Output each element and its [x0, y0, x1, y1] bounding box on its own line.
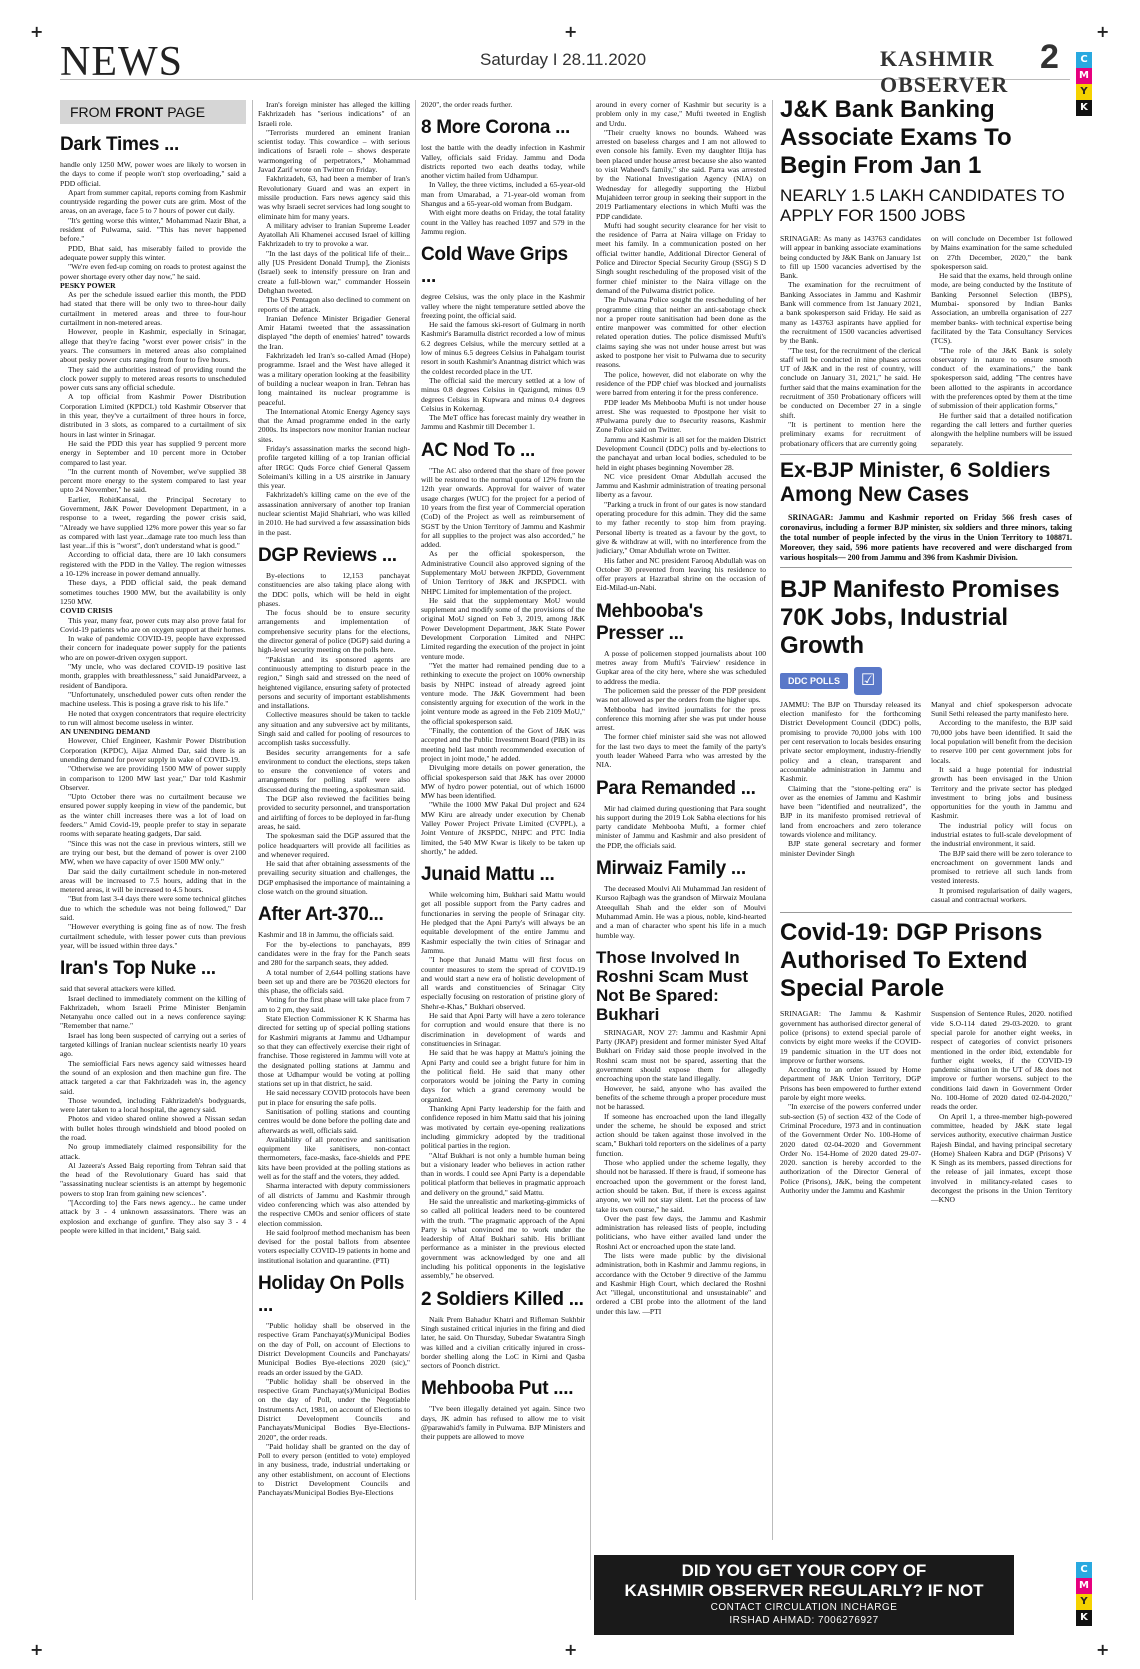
headline-jk-bank: J&K Bank Banking Associate Exams To Begin From Jan 1 — [780, 96, 1012, 179]
headline-2-soldiers-killed: 2 Soldiers Killed ... — [421, 1288, 584, 1310]
paragraph: His father and NC president Farooq Abdullah was on October 30 prevented from leaving his residence to offer prayers at Hazratbal shrine on the occasion of Eid-Milad-un-Nabi. — [596, 555, 766, 593]
paragraph: A military adviser to Iranian Supreme Leader Ayatollah Ali Khamenei accused Israel of killing Fakhrizadeh to try to provoke a war. — [258, 220, 410, 249]
paragraph: These days, a PDD official said, the peak demand sometimes touches 1900 MW, but the availability is only 1250 MW. — [60, 578, 246, 606]
paragraph: SRINAGAR, NOV 27: Jammu and Kashmir Apni Party (JKAP) president and former minister Syed Altaf Bukhari on Friday said those people involved in the Roshni scam must not be spared, asserting that the government should expose them for allegedly encroaching upon the state land illegally. — [596, 1027, 766, 1084]
paragraph: However, people in Kashmir, especially in Srinagar, allege that they're facing "worst ever power crisis" in the years. The consumers in metered areas also complained about pesky power cuts ranging from four to five hours. — [60, 327, 246, 365]
masthead-logo: KASHMIR OBSERVER — [880, 46, 1009, 97]
paragraph: He said necessary COVID protocols have been put in place for ensuring the safe polls. — [258, 1088, 410, 1107]
paragraph: Suspension of Sentence Rules, 2020. notified vide S.O-114 dated 29-03-2020. to grant special parole for another eight weeks, in respect of categories of convict prisoners mentioned in the order ibid, extendable for further eight weeks, if the COVID-19 pandemic situation in the UT of J& does not improve or further worsens. subject to the conditions laid dawn in Government Order No. 100-Home of 2020 dated 02-04-2020," reads the order. — [931, 1009, 1072, 1112]
paragraph: The former chief minister said she was not allowed for the last two days to meet the family of the party's youth leader Waheed Parra who was arrested by the NIA. — [596, 732, 766, 770]
paragraph: "It's getting worse this winter," Mohammad Nazir Bhat, a resident of Pulwama, said. "This has never happened before." — [60, 215, 246, 244]
paragraph: The deceased Moulvi Ali Muhammad Jan resident of Kursoo Rajbagh was the grandson of Mirwaiz Moulana Ateequllah Shah and the elder son of Moulvi Muhammad Amin. He was a pious, noble, kind-hearted and a man of character who spent his life in a much humble way. — [596, 884, 766, 940]
paragraph: "Parking a truck in front of our gates is now standard operating procedure for this admin. They did the same to my father recently to stop him from praying. Personal liberty is treated as a favour by the govt, to give & withdraw at will, with no interference from the judiciary," Omar Abdullah wrote on Twitter. — [596, 499, 766, 556]
headline-para-remanded: Para Remanded ... — [596, 777, 756, 799]
ad-contact-label: CONTACT CIRCULATION INCHARGE — [710, 1602, 898, 1613]
paragraph: "Paid holiday shall be granted on the day of Poll to every person (entitled to vote) employed in any business, trade, industrial undertaking or any other establishment, on account of Elections to District Development Councils and Panchayats/Municipal Bodies Bye-Elections — [258, 1441, 410, 1498]
headline-bjp-manifesto: BJP Manifesto Promises 70K Jobs, Industrial Growth — [780, 575, 1060, 659]
paragraph: "But from last 3-4 days there were some technical glitches due to which the schedule was not being followed," Dar said. — [60, 894, 246, 923]
subheading: PESKY POWER — [60, 280, 116, 290]
paragraph: In wake of pandemic COVID-19, people have expressed their concern for inadequate power supply for the patients who are on power-driven oxygen support. — [60, 634, 246, 662]
paragraph: NC vice president Omar Abdullah accused the Jammu and Kashmir administration of treating personal liberty as a favour. — [596, 471, 766, 500]
paragraph: SRINAGAR: As many as 143763 candidates will appear in banking associate examinations being conducted by J&K Bank on January 1st to fill up 1500 vacancies advertised by the Bank. — [780, 234, 921, 281]
paragraph: "In exercise of the powers conferred under sub-section (5) of section 432 of the Code of Criminal Procedure, 1973 and in continuation of the Government Order No. 100-Home of 2020 dated 02-04-2020 and Government Order No. 154-Home of 2020 dated 29-07-2020. sanction is hereby accorded to the authorization of the Director General of Police (Prisons), J&K, being the competent Authority under the Jammu and Kashmir — [780, 1102, 921, 1195]
paragraph: It promised regularisation of daily wagers, casual and contractual workers. — [931, 885, 1072, 905]
paragraph: "Public holiday shall be observed in the respective Gram Panchayat(s)/Municipal Bodies on the day of Poll, on account of Elections to District Development Councils and Panchayats/ Municipal Bodies Bye-elections 2020 (sic)," reads an order issued by the GAD. — [258, 1321, 410, 1377]
paragraph: "Finally, the contention of the Govt of J&K was accepted and the Public Investment Board (PIB) in its meeting held last month recommended execution of project in joint mode," he added. — [421, 726, 585, 763]
ad-line: KASHMIR OBSERVER REGULARLY? IF NOT — [624, 1581, 984, 1600]
paragraph: Voting for the first phase will take place from 7 am to 2 pm, they said. — [258, 995, 410, 1014]
paragraph: Photos and video shared online showed a Nissan sedan with bullet holes through windshield and blood pooled on the road. — [60, 1114, 246, 1142]
paragraph: "I've been illegally detained yet again. Since two days, JK admin has refused to allow me to visit @parawahid's family in Pulwama. BJP Ministers and their puppets are allowed to move — [421, 1404, 585, 1442]
paragraph: However, Chief Engineer, Kashmir Power Distribution Corporation (KPDC), Aijaz Ahmed Dar, said there is an unending demand for power supply in wake of COVID-19. — [60, 736, 246, 764]
ddc-polls-tag — [780, 666, 1072, 696]
paragraph: Over the past few days, the Jammu and Kashmir administration has released lists of people, including politicians, who have either availed land under the Roshni Act or encroached upon the state land. — [596, 1213, 766, 1251]
paragraph: Naik Prem Bahadur Khatri and Rifleman Sukhbir Singh sustained critical injuries in the firing and died later, he said. On Thursday, Subedar Swatantra Singh was killed and a civilian critically injured in cross-border shelling along the LoC in Kirni and Qasba sectors of Poonch district. — [421, 1314, 585, 1371]
paragraph: The policemen said the presser of the PDP president was not allowed as per the orders from the higher ups. — [596, 685, 766, 705]
paragraph: Iran's foreign minister has alleged the killing Fakhrizadeh has "serious indications" of an Israeli role. — [258, 100, 410, 128]
paragraph: He said that Apni Party will have a zero tolerance for corruption and would ensure that there is no discrimination in development of wards and constituencies in Srinagar. — [421, 1011, 585, 1048]
paragraph: "The AC also ordered that the share of free power will be restored to the normal quota of 12% from the 12th year onwards. Approval for waiver of water usage charges (WUC) for the project for a period of 10 years from the first year of Commercial operation (CoD) of the Project as well as reimbursement of SGST by the Union Territory of Jammu and Kashmir for all supplies to the project was also accorded," he added. — [421, 465, 585, 550]
paragraph: As per the schedule issued earlier this month, the PDD had stated that there will be only two to three-hour daily curtailment in metered areas and three to four-hour curtailment in non-metered areas. — [60, 290, 246, 328]
paragraph: Israel declined to immediately comment on the killing of Fakhrizadeh, whom Israeli Prime Minister Benjamin Netanyahu once called out in a news conference saying: "Remember that name." — [60, 993, 246, 1031]
column-4 — [596, 100, 766, 1540]
paragraph: It said a huge potential for industrial growth has been envisaged in the Union Territory and the private sector has pledged investment to bring jobs and business opportunities for the youth in Jammu and Kashmir. — [931, 764, 1072, 821]
paragraph: BJP state general secretary and former minister Devinder Singh — [780, 839, 921, 858]
page-header — [60, 36, 1070, 97]
paragraph: In Valley, the three victims, included a 65-year-old man from Umarabad, a 71-year-old woman from Shangus and a 65-year-old woman from Budgam. — [421, 180, 585, 209]
ddc-polls-label: DDC POLLS — [780, 673, 848, 689]
paragraph: "However everything is going fine as of now. The fresh curtailment schedule, with lesser power cuts than previous year, will be issued within three days." — [60, 922, 246, 950]
paragraph: The industrial policy will focus on industrial estates to full-scale development of the industrial environment, it said. — [931, 820, 1072, 849]
paragraph: Mufti had sought security clearance for her visit to the residence of Parra at Naira village on Friday to meet his family. In a communication posted on her official twitter handle, Additional Director General of Police and Director Special Security Group (SSG) S D Singh sought rescheduling of the proposed visit of the former chief minister to the Naira village on the demand of the Pulwama district police. — [596, 220, 766, 295]
paragraph: The spokesman said the DGP assured that the police headquarters will provide all facilities as and whenever required. — [258, 831, 410, 859]
paragraph: "Unfortunately, unscheduled power cuts often render the machine useless. This is posing a grave risk to his life." — [60, 689, 246, 709]
paragraph: "It is pertinent to mention here the preliminary exams for recruitment of probationary officers that are currently going — [780, 419, 921, 448]
cmyk-strip-bottom: C M Y K — [1076, 1562, 1092, 1626]
ad-contact-number: IRSHAD AHMAD: 7006276927 — [729, 1615, 879, 1626]
paragraph: Iranian Defence Minister Brigadier General Amir Hatami tweeted that the assassination displayed "the depth of enemies' hatred" towards the Iran. — [258, 313, 410, 351]
paragraph: According to an order issued by Home department of J&K Union Territory, DGP Prisons has been empowered to further extend parole by eight more weeks. — [780, 1065, 921, 1103]
paragraph: "Since this was not the case in previous winters, still we are trying our best, but the demand of power is over 2100 MW, when we have capacity of over 1500 MW only." — [60, 838, 246, 867]
paragraph: Earlier, RohitKansal, the Principal Secretary to Government, J&K Power Development Department, in a response to a tweet, regarding the power crisis said, "Already we have supplied 12% more power this year so far as compared with last year...damage rate too much less than last year...if this is "worst", don't understand what is good." — [60, 494, 246, 551]
paragraph: He said that after obtaining assessments of the prevailing security situation and challenges, the DGP emphasised the importance of maintaining a close watch on the ground situation. — [258, 859, 410, 897]
column-1 — [60, 100, 246, 1600]
paragraph: "In the last days of the political life of their... ally [US President Donald Trump], the Zionists (Israel) seek to intensify pressure on Iran and create a full-blown war," commander Hossein Dehghan tweeted. — [258, 248, 410, 295]
paragraph: The police, however, did not elaborate on why the residence of the PDP chief was blocked and journalists were barred from entering it for the press conference. — [596, 369, 766, 398]
paragraph: The Pulwama Police sought the rescheduling of her programme citing that neither an anti-sabotage check nor a proper route sanitisation had been done as the entire manpower was committed for other election related operation duties. The police dismissed Mufti's claims saying she was not under house arrest but was asked to postpone her visit to Pulwama due to security reasons. — [596, 295, 766, 370]
paragraph: "While the 1000 MW Pakal Dul project and 624 MW Kiru are already under execution by Chenab Valley Power Project Private Limited (CVPPL), a Joint Venture of JKSPDC, NHPC and PTC India limited, the 540 MW Kwar is likely to be taken up shortly," he added. — [421, 800, 585, 856]
paragraph: lost the battle with the deadly infection in Kashmir Valley, officials said Friday. Jammu and Doda districts reported two each deaths today, while another victim hailed from Udhampur. — [421, 143, 585, 181]
column-2 — [258, 100, 410, 1600]
paragraph: Dar said the daily curtailment schedule in non-metered areas will be increased to 7.5 hours, adding that in the metered areas, it will be increased to 4.5 hours. — [60, 866, 246, 895]
paragraph: Those who applied under the scheme legally, they should not be harassed. If there is fraud, if someone has encroached upon the government or the forest land, action should be taken. But, if there is excess against anyone, we will not stay silent. Let the process of law take its own course," he said. — [596, 1158, 766, 1214]
paragraph: He further said that a detailed notification regarding the call letters and further queries alongwith the helpline numbers will be issued separately. — [931, 410, 1072, 448]
paragraph: Fakhrizadeh led Iran's so-called Amad (Hope) programme. Israel and the West have alleged it was a military operation looking at the feasibility of building a nuclear weapon in Iran. Tehran has long maintained its nuclear programme is peaceful. — [258, 351, 410, 407]
headline-roshni-scam: Those Involved In Roshni Scam Must Not Be Spared: Bukhari — [596, 947, 749, 1024]
paragraph: This year, many fear, power cuts may also prove fatal for Covid-19 patients who are on oxygen support at their homes. — [60, 615, 246, 634]
headline-irans-top-nuke: Iran's Top Nuke ... — [60, 958, 216, 980]
paragraph: "I hope that Junaid Mattu will first focus on counter measures to stem the spread of COVID-19 and would start a new era of holistic development of all wards and constituencies of Srinagar City especially focusing on restoration of pristine glory of Shehr-e-Khas," Bukhari observed. — [421, 955, 585, 1011]
paragraph: With eight more deaths on Friday, the total fatality count in the Valley has reached 1097 and 579 in the Jammu region. — [421, 208, 585, 236]
ad-line: DID YOU GET YOUR COPY OF — [681, 1561, 927, 1580]
paragraph: No group immediately claimed responsibility for the attack. — [60, 1142, 246, 1161]
subheading: COVID CRISIS — [60, 606, 113, 616]
paragraph: "In the current month of November, we've supplied 38 percent more energy to the system compared to last year upto 24 November," he said. — [60, 466, 246, 495]
paragraph: For the by-elections to panchayats, 899 candidates were in the fray for the Panch seats and 280 for the sarpanch seats, they added. — [258, 939, 410, 968]
paragraph: He said foolproof method mechanism has been devised for the postal ballots from absentee voters especially COVID-19 patients in home and institutional isolation and quarantine. (PTI) — [258, 1227, 410, 1265]
paragraph: As per the official spokesperson, the Administrative Council also approved signing of the Supplementary MoU between JKPDD, Government of Union Territory of J&K and JKSPDCL with NHPC Limited for implementation of the project. — [421, 549, 585, 596]
paragraph: Thanking Apni Party leadership for the faith and confidence reposed in him Mattu said that his joining was motivated by certain eye-opening realizations including gimmickry adopted by the traditional political parties in the region. — [421, 1104, 585, 1151]
paragraph: A total number of 2,644 polling stations have been set up and there are be 703620 electors for this phase, the officials said. — [258, 967, 410, 996]
paragraph: The DGP also reviewed the facilities being provided to security personnel, and transportation and airlifting of forces to be deployed in far-flung areas, he said. — [258, 794, 410, 831]
headline-mehboobas-presser: Mehbooba's Presser ... — [596, 600, 704, 644]
paragraph: around in every corner of Kashmir but security is a problem only in my case," Mufti tweeted in English and Urdu. — [596, 100, 766, 128]
paragraph: Collective measures should be taken to tackle any situation and any subversive act by militants, Singh said and called for pooling of resources to accomplish tasks successfully. — [258, 710, 410, 748]
headline-8-more-corona: 8 More Corona ... — [421, 117, 571, 139]
paragraph: on will conclude on December 1st followed by Mains examination for the same scheduled on 27th December, 2020," the bank spokesperson said. — [931, 234, 1072, 271]
paragraph: "Yet the matter had remained pending due to a rethinking to execute the project on 100% ownership basis by NHPC instead of already agreed joint venture mode. The J&K Government had been consistently arguing for execution of the work in the joint venture mode as agreed in the Feb 2109 MoU," the official spokesperson said. — [421, 660, 585, 726]
two-column-story — [780, 234, 1072, 448]
story-box-new-cases — [780, 454, 1072, 568]
paragraph: "Their cruelty knows no bounds. Waheed was arrested on baseless charges and I am not allowed to even console his family. Even my daughter Iltija has been placed under house arrest because she also wanted to visit Waheed's family," she said. Parra was arrested by the National Investigation Agency (NIA) on Wednesday for allegedly supporting the Hizbul Mujahideen terror group in seeking their support in the 2019 Parliamentary elections in which Mufti was the PDP candidate. — [596, 127, 766, 221]
headline-dark-times: Dark Times ... — [60, 134, 180, 155]
paragraph: Besides security arrangements for a safe environment to conduct the elections, steps taken to ensure the convenience of voters and arrangements for polling staff were also discussed during the meeting, a spokesman said. — [258, 747, 410, 794]
paragraph: JAMMU: The BJP on Thursday released its election manifesto for the forthcoming District Development Council (DDC) polls, promising to provide 70,000 jobs with 100 per cent reservation to locals besides ensuring private sector employment, industry-friendly policy and a clean, transparent and accountable administration in Jammu and Kashmir. — [780, 699, 921, 784]
paragraph: According to official data, there are 10 lakh consumers registered with the PDD in the Valley. The region witnesses a 10-12% increase in power demand annually. — [60, 550, 246, 579]
paragraph: SRINAGAR: Jammu and Kashmir reported on Friday 566 fresh cases of coronavirus, including a former BJP minister, six soldiers and three minors, taking the total number of people infected by the virus in the Union Territory to 108871. Moreover, they said, 596 more patients have recovered and were discharged from various hospitals— 200 from Jammu and 396 from Kashmir Division. — [780, 512, 1072, 562]
headline-dgp-reviews: DGP Reviews ... — [258, 544, 397, 566]
paragraph: On April 1, a three-member high-powered committee, headed by J&K state legal services authority, executive chairman Justice Rajesh Bindal, and having principal secretary (Home) Shaleen Kabra and DGP (Prisons) V K Singh as its members, passed directions for the release of jail inmates, except those involved in militancy-related cases to decongest the prisons in the Union Territory—KNO — [931, 1111, 1072, 1205]
paragraph: He said the PDD this year has supplied 9 percent more energy in September and 10 percent more in October compared to last year. — [60, 438, 246, 467]
paragraph: "Pakistan and its sponsored agents are continuously attempting to disturb peace in the region," Singh said and stressed on the need of heightened vigilance, ensuring safety of protected persons and security of important establishments and installations. — [258, 654, 410, 711]
registration-mark: + — [30, 1640, 44, 1659]
paragraph: A top official from Kashmir Power Distribution Corporation Limited (KPDCL) told Kashmir Observer that in this year, they've a curtailment of three hours in force, distributed in 3 slots, as compared to a curtailment of six hours in last winter in Srinagar. — [60, 392, 246, 439]
column-3 — [421, 100, 585, 1600]
paragraph: Friday's assassination marks the second high-profile targeted killing of a top Iranian official after IRGC Quds Force chief General Qassem Soleimani's killing in a US airstrike in January this year. — [258, 443, 410, 491]
paragraph: He said that he was happy at Mattu's joining the Apni Party and could see a bright future for him in the political field. He said that many other corporators would be joining the Party in coming days for which a grand ceremony would be organized. — [421, 1048, 585, 1104]
paragraph: "[According to] the Fars news agency... he came under attack by 3 - 4 unknown assassinators. There was an explosion and exchange of gunfire. They also say 3 - 4 people were killed in that incident," Baig said. — [60, 1198, 246, 1235]
paragraph: Al Jazeera's Assed Baig reporting from Tehran said that the head of the Revolutionary Guard has said that "assassinating nuclear scientists is an attempt by hegemonic powers to stop Iran from gaining new sciences". — [60, 1160, 246, 1198]
page-number: 2 — [1040, 38, 1059, 76]
column-rule — [415, 100, 416, 1600]
paragraph: "My uncle, who was declared COVID-19 positive last month, grapples with breathlessness," said JunaidParveez, a resident of Bandipora. — [60, 662, 246, 690]
paragraph: The official said the mercury settled at a low of minus 0.8 degrees Celsius in Qazigund, minus 0.9 degrees Celsius in Kupwara and minus 0.4 degrees Celsius in Kokernag. — [421, 375, 585, 413]
paragraph: "The test, for the recruitment of the clerical staff will be conducted in nine phases across UT of J&K and in the rest of country, will conclude on January 31, 2021," he said. He further said that the mains examination for the recruitment of 350 Probationary officers will be conducted on December 27 in a single shift. — [780, 345, 921, 420]
paragraph: The BJP said there will be zero tolerance to encroachment on government lands and promised to retrieve all such lands from vested interests. — [931, 848, 1072, 886]
paragraph: Those wounded, including Fakhrizadeh's bodyguards, were later taken to a local hospital, the agency said. — [60, 1095, 246, 1115]
headline-covid-dgp-prisons: Covid-19: DGP Prisons Authorised To Extend Special Parole — [780, 912, 1072, 1003]
paragraph: "Terrorists murdered an eminent Iranian scientist today. This cowardice – with serious indications of Israeli role – shows desperate warmongering of perpetrators," Mohammad Javad Zarif wrote on Twitter on Friday. — [258, 127, 410, 175]
paragraph: According to the manifesto, the BJP said 70,000 jobs have been identified. It said the local population will benefit from the decision to reserve 100 per cent government jobs for locals. — [931, 718, 1072, 765]
paragraph: He said the unrealistic and marketing-gimmicks of so called all political leaders need to be countered with the truth. "The pragmatic approach of the Apni Party is what convinced me to work under the leadership of Altaf Bukhari sahib. His brilliant performance as a minister in the previous elected government was acknowledged by one and all including his political opponents in the legislative assembly," he observed. — [421, 1196, 585, 1281]
paragraph: "We're even fed-up coming on roads to protest against the power shortage every other day now," he said. — [60, 262, 246, 281]
subscription-ad — [594, 1555, 1014, 1635]
headline-cold-wave-grips: Cold Wave Grips ... — [421, 244, 568, 288]
deck-jk-bank: NEARLY 1.5 LAKH CANDIDATES TO APPLY FOR 1500 JOBS — [780, 186, 1065, 225]
registration-mark: + — [564, 22, 578, 41]
paragraph: Mir had claimed during questioning that Para sought his support during the 2019 Lok Sabha elections for his party candidate Mehbooba Mufti, a former chief minister of Jammu and Kashmir and also president of the PDP, the officials said. — [596, 803, 766, 850]
subheading: AN UNENDING DEMAND — [60, 727, 151, 737]
registration-mark: + — [1096, 22, 1110, 41]
paragraph: He said the famous ski-resort of Gulmarg in north Kashmir's Baramulla district recorded a low of minus 6.2 degrees Celsius, while the mercury settled at a low of minus 6.5 degrees Celsius in Pahalgam tourist resort in south Kashmir's Anantnag district which was the coldest recorded place in the UT. — [421, 320, 585, 376]
paragraph: "Altaf Bukhari is not only a humble human being but a visionary leader who believes in action rather than in words. I could see Apni Party is a dependable political platform that believes in pragmatic approach and delivery on the ground," said Mattu. — [421, 1150, 585, 1197]
paragraph: The lists were made public by the divisional administration, both in Kashmir and Jammu regions, in accordance with the October 9 directive of the Jammu and Kashmir High Court, which declared the Roshni Act "illegal, unconstitutional and unsustainable" and ordered a CBI probe into the allotment of the land under this law. —PTI — [596, 1250, 766, 1316]
from-front-page-label: FROM FRONT PAGE — [60, 100, 246, 124]
paragraph: Sharma interacted with deputy commissioners of all districts of Jammu and Kashmir through video conferencing which was also attended by the respective CMOs and senior officers of state election commission. — [258, 1181, 410, 1228]
paragraph: Mehbooba had invited journalists for the press conference this morning after she was put under house arrest. — [596, 704, 766, 733]
headline-holiday-on-polls: Holiday On Polls ... — [258, 1273, 405, 1317]
paragraph: Sanitisation of polling stations and counting centres would be done before the polling date and afterwards as well, officials said. — [258, 1106, 410, 1135]
paragraph: The examination for the recruitment of Banking Associates in Jammu and Kashmir Bank will commence from 1st January 2021, a bank spokesperson said Friday. He said as many as 143763 aspirants have applied for the recruitment of 1500 vacancies advertised by the Bank. — [780, 280, 921, 346]
paragraph: By-elections to 12,153 panchayat constituencies are also taking place along with the DDC polls, which will be held in eight phases. — [258, 570, 410, 608]
paragraph: The semiofficial Fars news agency said witnesses heard the sound of an explosion and then machine gun fire. The attack targeted a car that Fakhrizadeh was in, the agency said. — [60, 1058, 246, 1096]
paragraph: Fakhrizadeh's killing came on the eve of the assassination anniversary of another top Iranian nuclear scientist Majid Shahriari, who was killed in 2010. He had survived a few assassination bids in the past. — [258, 490, 410, 537]
headline-mirwaiz-family: Mirwaiz Family ... — [596, 858, 746, 880]
paragraph: Manyal and chief spokesperson advocate Sunil Sethi released the party manifesto here. — [931, 699, 1072, 719]
paragraph: He said that the supplementary MoU would supplement and modify some of the provisions of the original MoU signed on Feb 3, 2019, among J&K Power Development Department, J&K State Power Development Corporation Limited and NHPC Limited regarding the execution of the project in joint venture mode. — [421, 595, 585, 661]
section-title: NEWS — [60, 39, 183, 85]
issue-date: Saturday I 28.11.2020 — [480, 50, 647, 69]
paragraph: Jammu and Kashmir is all set for the maiden District Development Council (DDC) polls and by-elections to the panchayat and urban local bodies, scheduled to be held in eight phases beginning November 28. — [596, 434, 766, 472]
column-rule — [772, 100, 773, 1540]
paragraph: State Election Commissioner K K Sharma has directed for setting up of special polling stations for Kashmiri migrants at Jammu and Udhampur so that they can effectively exercise their right of franchise. Those registered in Jammu will vote at the designated polling stations at Jammu and those at Udhampur would be voting at polling stations set up in that district, he said. — [258, 1014, 410, 1089]
paragraph: However, he said, anyone who has availed the benefits of the scheme through a proper procedure must not be harassed. — [596, 1083, 766, 1112]
headline-ac-nod-to: AC Nod To ... — [421, 439, 535, 461]
paragraph: While welcoming him, Bukhari said Mattu would get all possible support from the Party cadres and functionaries in serving the people of Srinagar city. He pledged that the Apni Party's will always be an equitable development of the entire Jammu and Kashmir especially the twin cities of Srinagar and Jammu. — [421, 890, 585, 955]
paragraph: Claiming that the "stone-pelting era" is over as the enemies of Jammu and Kashmir have been "identified and neutralized", the BJP in its manifesto promised retrieval of land from encroachers and zero tolerance towards violence and militancy. — [780, 783, 921, 839]
column-5 — [780, 96, 1072, 1541]
column-rule — [590, 100, 591, 1600]
paragraph: If someone has encroached upon the land illegally under the scheme, he should be exposed and strict action should be taken against those involved in the scam," Bukhari told reporters on the sidelines of a party function. — [596, 1111, 766, 1158]
headline-after-art-370: After Art-370... — [258, 904, 384, 926]
two-column-story — [780, 700, 1072, 905]
paragraph: Israel has long been suspected of carrying out a series of targeted killings of Iranian nuclear scientists nearly 10 years ago. — [60, 1030, 246, 1059]
paragraph: SRINAGAR: The Jammu & Kashmir government has authorised director general of police (prisons) to extend special parole of convicts by eight more weeks if the COVID-19 pandemic situation in the UT does not improve or further worsens. — [780, 1009, 921, 1065]
paragraph: Divulging more details on power generation, the official spokesperson said that J&K has over 20000 MW of hydro power potential, out of which 16000 MW has been identified. — [421, 763, 585, 801]
paragraph: He said that the exams, held through online mode, are being conducted by the Institute of Banking Personnel Selection (IBPS), Mumbai- sponsored by Indian Banks Association, an umbrella organisation of 227 member banks- with technical expertise being facilitated by the Tata Consultancy Services (TCS). — [931, 271, 1072, 346]
paragraph: "The role of the J&K Bank is solely observatory in nature to ensure smooth conduct of the examinations," the bank spokesperson said, adding "The centres have been allotted to the aspirants in accordance with the preferences opted by them at the time of submission of their application forms," — [931, 345, 1072, 411]
ballot-box-icon: ☑ — [854, 667, 882, 695]
registration-mark: + — [1096, 1640, 1110, 1659]
paragraph: The US Pentagon also declined to comment on reports of the attack. — [258, 295, 410, 314]
paragraph: "Upto October there was no curtailment because we ensured power supply keeping in view of the pandemic, but as the winter chill increases there was a lot of load on feeders." Amid Covid-19, people prefer to stay in separate rooms with separate heating gadgets, Dar said. — [60, 792, 246, 839]
paragraph: They said the authorities instead of providing round the clock power supply to metered areas resorts to unscheduled power cuts sans any official schedule. — [60, 364, 246, 393]
cmyk-strip-top: C M Y K — [1076, 52, 1092, 116]
headline-junaid-mattu: Junaid Mattu ... — [421, 864, 555, 886]
paragraph: degree Celsius, was the only place in the Kashmir valley where the night temperature settled above the freezing point, the official said. — [421, 292, 585, 320]
two-column-story — [780, 1009, 1072, 1204]
paragraph: The focus should be to ensure security arrangements and implementation of comprehensive security plans for the elections, the director general of police (DGP) said during a high-level security meeting on the polls here. — [258, 608, 410, 655]
paragraph: The MeT office has forecast mainly dry weather in Jammu and Kashmir till December 1. — [421, 413, 585, 432]
paragraph: said that several attackers were killed. — [60, 984, 176, 994]
paragraph: Apart from summer capital, reports coming from Kashmir countryside regarding the power cuts are grim. Most of the areas, on an average, face 5 to 7 hours of power cut daily. — [60, 187, 246, 216]
paragraph: Kashmir and 18 in Jammu, the officials said. — [258, 930, 394, 940]
paragraph: A posse of policemen stopped journalists about 100 metres away from Mufti's 'Fairview' residence in Gupkar area of the city here, where she was scheduled to address the media. — [596, 648, 766, 686]
paragraph: PDD, Bhat said, has miserably failed to provide the adequate power supply this winter. — [60, 243, 246, 262]
registration-mark: + — [30, 22, 44, 41]
paragraph: 2020", the order reads further. — [421, 100, 513, 109]
paragraph: Availability of all protective and sanitisation equipment like sanitisers, non-contact thermometers, face-masks, face-shields and PPE kits have been provided at the polling stations as well as for the staff and the voters, they added. — [258, 1134, 410, 1182]
column-rule — [252, 100, 253, 1600]
paragraph: The International Atomic Energy Agency says that the Amad programme ended in the early 2000s. Its inspectors now monitor Iranian nuclear sites. — [258, 406, 410, 444]
paragraph: "Public holiday shall be observed in the respective Gram Panchayat(s)/Municipal Bodies on the day of Poll, under the Negotiable Instruments Act, 1981, on account of Elections to District Development Councils and Panchayats/Municipal Bodies Bye-Elections-2020", the order reads. — [258, 1376, 410, 1442]
paragraph: PDP leader Ms Mehbooba Mufti is not under house arrest. She was requested to #postpone her visit to #Pulwama purely due to #security reasons, Kashmir Zone Police said on Twitter. — [596, 397, 766, 435]
headline-ex-bjp-minister: Ex-BJP Minister, 6 Soldiers Among New Cases — [780, 458, 1051, 506]
registration-mark: + — [564, 1640, 578, 1659]
paragraph: Fakhrizadeh, 63, had been a member of Iran's Revolutionary Guard and was an expert in missile production. Fars news agency said this was why Israeli secret services had long sought to eliminate him for many years. — [258, 174, 410, 221]
paragraph: He noted that oxygen concentrators that require electricity to run will almost become useless in winter. — [60, 708, 246, 727]
paragraph: "Otherwise we are providing 1500 MW of power supply in comparison to 1200 MW last year," Dar told Kashmir Observer. — [60, 764, 246, 792]
paragraph: handle only 1250 MW, power woes are likely to worsen in the days to come if people won't stop overloading," said a PDD official. — [60, 160, 246, 188]
headline-mehbooba-put: Mehbooba Put .... — [421, 1378, 574, 1400]
